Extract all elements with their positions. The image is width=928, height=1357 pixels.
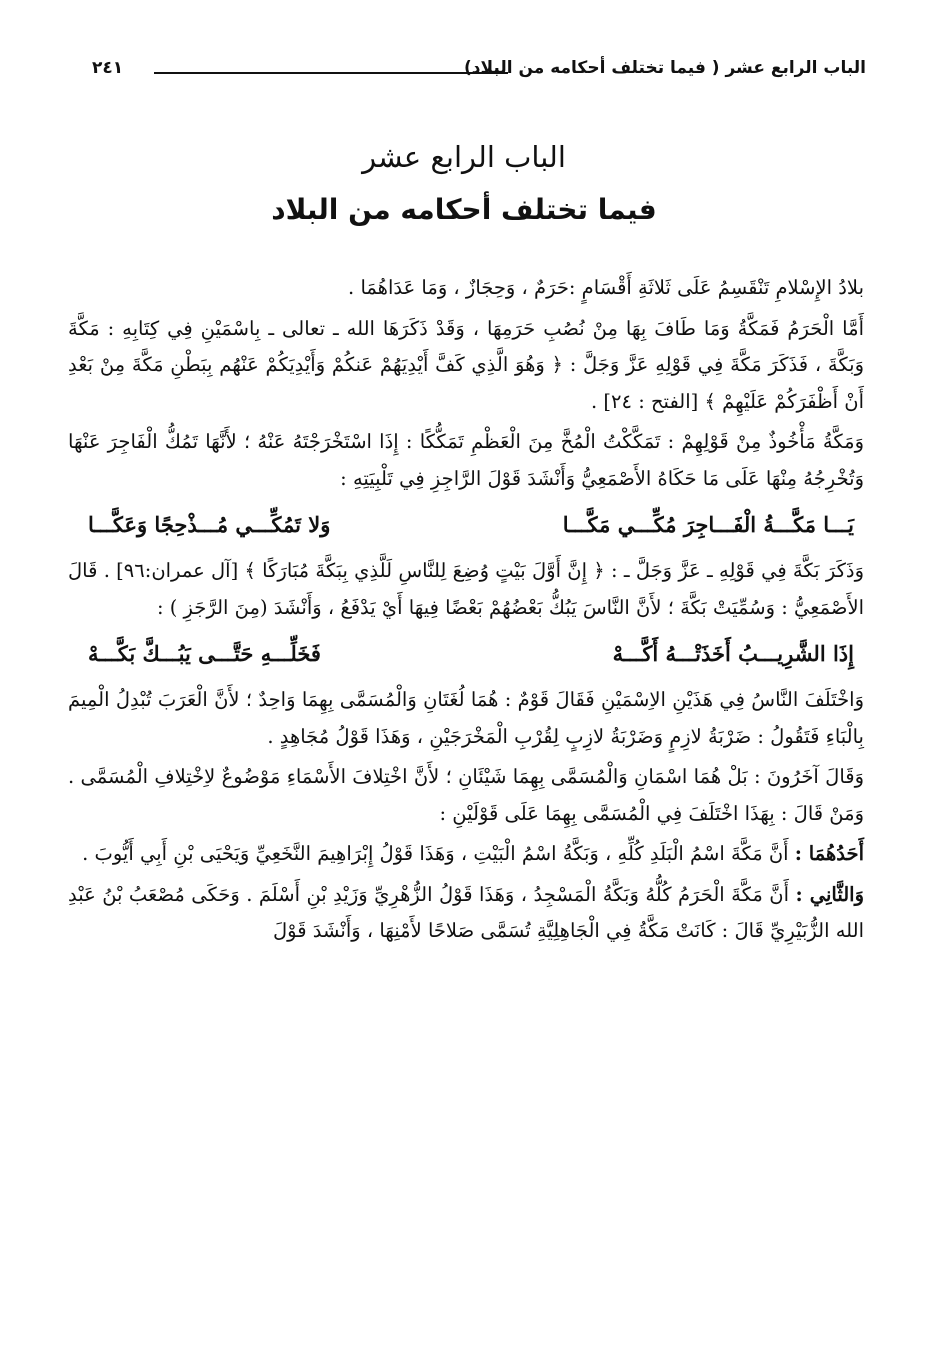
verse-1	[68, 501, 864, 549]
paragraph-7	[68, 836, 864, 873]
chapter-label: الباب الرابع عشر	[362, 140, 566, 174]
chapter-title: فيما تختلف أحكامه من البلاد	[271, 193, 657, 226]
verse-2	[68, 630, 864, 678]
page-number: ٢٤١	[92, 58, 124, 78]
header-rule	[154, 72, 508, 74]
paragraph-1: بلادُ الإِسْلامِ تَنْقَسِمُ عَلَى ثَلاثَةِ أَقْسَامٍ :حَرَمٌ ، وَحِجَازٌ ، وَمَا عَدَاهُمَا .	[348, 276, 864, 299]
paragraph-4: وَذَكَرَ بَكَّةَ فِي قَوْلِهِ ـ عَزَّ وَجَلَّ ـ : ﴿ إِنَّ أَوَّلَ بَيْتٍ وُضِعَ لِلنَّاسِ لَلَّذِي بِبَكَّةَ مُبَارَكًا ﴾ [آل عمران:٩٦] . قَالَ الأَصْمَعِيُّ : وَسُمِّيَتْ بَكَّةَ ؛ لأَنَّ النَّاسَ يَبُكُّ بَعْضُهُمْ بَعْضًا فِيهَا أَيْ يَدْفَعُ ، وَأَنْشَدَ (مِنَ الرَّجَزِ ) :	[68, 559, 864, 619]
verse-1-first-hemistich: يَـــا مَكَّـــةُ الْفَـــاجِرَ مُكِّـــي مَكَّـــا	[562, 512, 854, 537]
running-title: الباب الرابع عشر ( فيما تختلف أحكامه من البلاد)	[464, 58, 866, 78]
paragraph-5: وَاخْتَلَفَ النَّاسُ فِي هَذَيْنِ الاِسْمَيْنِ فَقَالَ قَوْمٌ : هُمَا لُغَتَانِ وَالْمُسَمَّى بِهِمَا وَاحِدٌ ؛ لأَنَّ الْعَرَبَ تُبْدِلُ الْمِيمَ بِالْبَاءِ فَتَقُولُ : ضَرْبَةُ لازِمٍ وَضَرْبَةُ لازِبٍ لِقُرْبِ الْمَخْرَجَيْنِ ، وَهَذَا قَوْلُ مُجَاهِدٍ .	[68, 688, 864, 748]
running-header	[92, 58, 866, 90]
paragraph-2: أَمَّا الْحَرَمُ فَمَكَّةُ وَمَا طَافَ بِهَا مِنْ نُصُبِ حَرَمِهَا ، وَقَدْ ذَكَرَهَا الله ـ تعالى ـ بِاسْمَيْنِ فِي كِتَابِهِ : مَكَّةَ وَبَكَّةَ ، فَذَكَرَ مَكَّةَ فِي قَوْلِهِ عَزَّ وَجَلَّ : ﴿ وَهُوَ الَّذِي كَفَّ أَيْدِيَهُمْ عَنكُمْ وَأَيْدِيَكُمْ عَنْهُم بِبَطْنِ مَكَّةَ مِنْ بَعْدِ أَنْ أَظْفَرَكُمْ عَلَيْهِمْ ﴾ [الفتح : ٢٤] .	[68, 316, 864, 413]
paragraph-7-lead: أَحَدُهُمَا :	[794, 842, 864, 865]
paragraph-3: وَمَكَّةُ مَأْخُوذٌ مِنْ قَوْلِهِمْ : تَمَكَّكْتُ الْمُخَّ مِنَ الْعَظْمِ تَمَكُّكًا : إِذَا اسْتَخْرَجْتَهُ عَنْهُ ؛ لأَنَّهَا تَمُكُّ الْفَاجِرَ عَنْهَا وَتُخْرِجُهُ مِنْهَا عَلَى مَا حَكَاهُ الأَصْمَعِيُّ وَأَنْشَدَ قَوْلَ الرَّاجِزِ فِي تَلْبِيَتِهِ :	[68, 430, 864, 490]
paragraph-6: وَقَالَ آخَرُونَ : بَلْ هُمَا اسْمَانِ وَالْمُسَمَّى بِهِمَا شَيْئَانِ ؛ لأَنَّ اخْتِلافَ الأَسْمَاءِ مَوْضُوعٌ لاِخْتِلافِ الْمُسَمَّى . وَمَنْ قَالَ : بِهَذَا اخْتَلَفَ فِي الْمُسَمَّى بِهِمَا عَلَى قَوْلَيْنِ :	[68, 765, 864, 825]
verse-1-second-hemistich: وَلا تَمُكِّـــي مُـــذْحِجًا وَعَكَّـــا	[88, 512, 331, 537]
paragraph-8-lead: وَالثَّانِي :	[795, 882, 864, 906]
body-text	[68, 270, 864, 954]
paragraph-7-text: أَنَّ مَكَّةَ اسْمُ الْبَلَدِ كُلِّهِ ، وَبَكَّةُ اسْمُ الْبَيْتِ ، وَهَذَا قَوْلُ إِبْرَاهِيمَ النَّخَعِيِّ وَيَحْيَى بْنِ أَبِي أَيُّوبَ .	[82, 842, 789, 865]
paragraph-8	[68, 877, 864, 950]
verse-2-first-hemistich: إِذَا الشَّرِيـــبُ أَخَذَتْـــهُ أَكَّـــهْ	[612, 641, 854, 666]
verse-2-second-hemistich: فَخَلِّـــهِ حَتَّـــى يَبُـــكَّ بَكَّـــهْ	[88, 641, 321, 666]
paragraph-8-text: أَنَّ مَكَّةَ الْحَرَمُ كُلُّهُ وَبَكَّةُ الْمَسْجِدُ ، وَهَذَا قَوْلُ الزُّهْرِيِّ وَزَيْدِ بْنِ أَسْلَمَ . وَحَكَى مُصْعَبُ بْنُ عَبْدِ الله الزُّبَيْرِيِّ قَالَ : كَانَتْ مَكَّةُ فِي الْجَاهِلِيَّةِ تُسَمَّى صَلاحًا لأَمْنِهَا ، وَأَنْشَدَ قَوْلَ	[68, 882, 864, 942]
